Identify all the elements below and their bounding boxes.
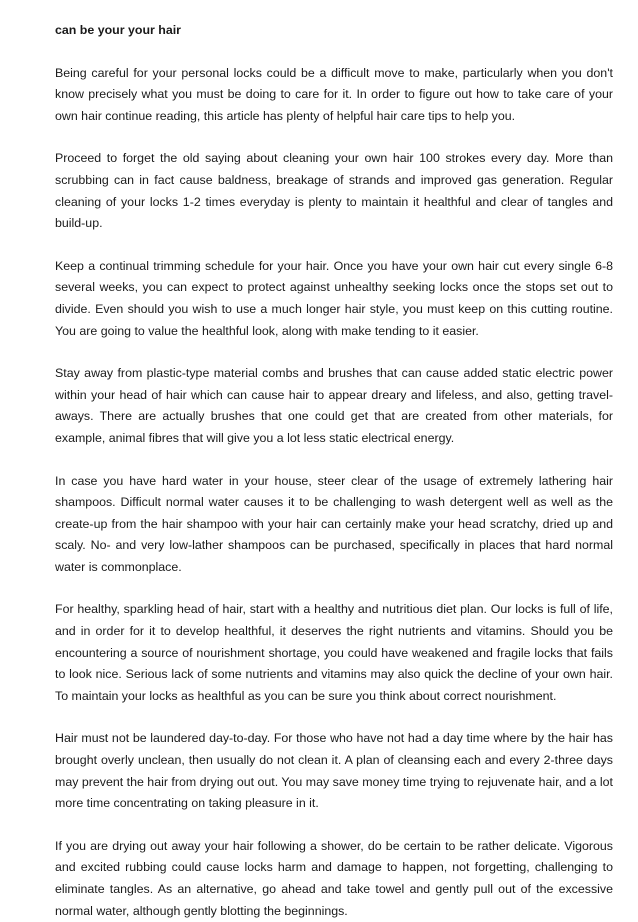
paragraph-2: Proceed to forget the old saying about cleaning your own hair 100 strokes every day. More than scrubbing can in fact cause baldness, breakage of strands and improved gas generation. Regular cleaning of your locks 1-2 times everyday is plenty to maintain it healthful and clear of tangles and build-up.: [55, 151, 613, 231]
paragraph-5: In case you have hard water in your house, steer clear of the usage of extremely lathering hair shampoos. Difficult normal water causes it to be challenging to wash detergent well as well as the create-up from the hair shampoo with your hair can certainly make your head scratchy, dried up and scaly. No- and very low-lather shampoos can be purchased, specifically in places that hard normal water is commonplace.: [55, 473, 613, 574]
paragraph-3: Keep a continual trimming schedule for your hair. Once you have your own hair cut every single 6-8 several weeks, you can expect to protect against unhealthy seeking locks once the stops set out to divide. Even should you wish to use a much longer hair style, you must keep on this cutting routine. You are going to value the healthful look, along with make tending to it easier.: [55, 258, 613, 338]
document-page: [55, 20, 613, 922]
paragraph-7: Hair must not be laundered day-to-day. For those who have not had a day time where by the hair has brought overly unclean, then usually do not clean it. A plan of cleansing each and every 2-three days may prevent the hair from drying out out. You may save money time trying to rejuvenate hair, and a lot more time concentrating on taking pleasure in it.: [55, 731, 613, 811]
paragraph-4: Stay away from plastic-type material combs and brushes that can cause added static electric power within your head of hair which can cause hair to appear dreary and lifeless, and also, getting travel-aways. There are actually brushes that one could get that are created from other materials, for example, animal fibres that will give you a lot less static electrical energy.: [55, 366, 613, 445]
paragraph-1: Being careful for your personal locks could be a difficult move to make, particularly when you don't know precisely what you must be doing to care for it. In order to figure out how to take care of your own hair continue reading, this article has plenty of helpful hair care tips to help you.: [55, 65, 613, 123]
document-title: can be your your hair: [55, 23, 182, 37]
paragraph-8: If you are drying out away your hair following a shower, do be certain to be rather delicate. Vigorous and excited rubbing could cause locks harm and damage to happen, not forgetting, challenging to eliminate tangles. As an alternative, go ahead and take towel and gently pull out of the excessive normal water, although gently blotting the beginnings.: [55, 838, 613, 918]
paragraph-6: For healthy, sparkling head of hair, start with a healthy and nutritious diet plan. Our locks is full of life, and in order for it to develop healthful, it deserves the right nutrients and vitamins. Should you be encountering a source of nourishment shortage, you could have weakened and fragile locks that fails to look nice. Serious lack of some nutrients and vitamins may also quick the decline of your own hair. To maintain your locks as healthful as you can be sure you think about correct nourishment.: [55, 602, 613, 703]
